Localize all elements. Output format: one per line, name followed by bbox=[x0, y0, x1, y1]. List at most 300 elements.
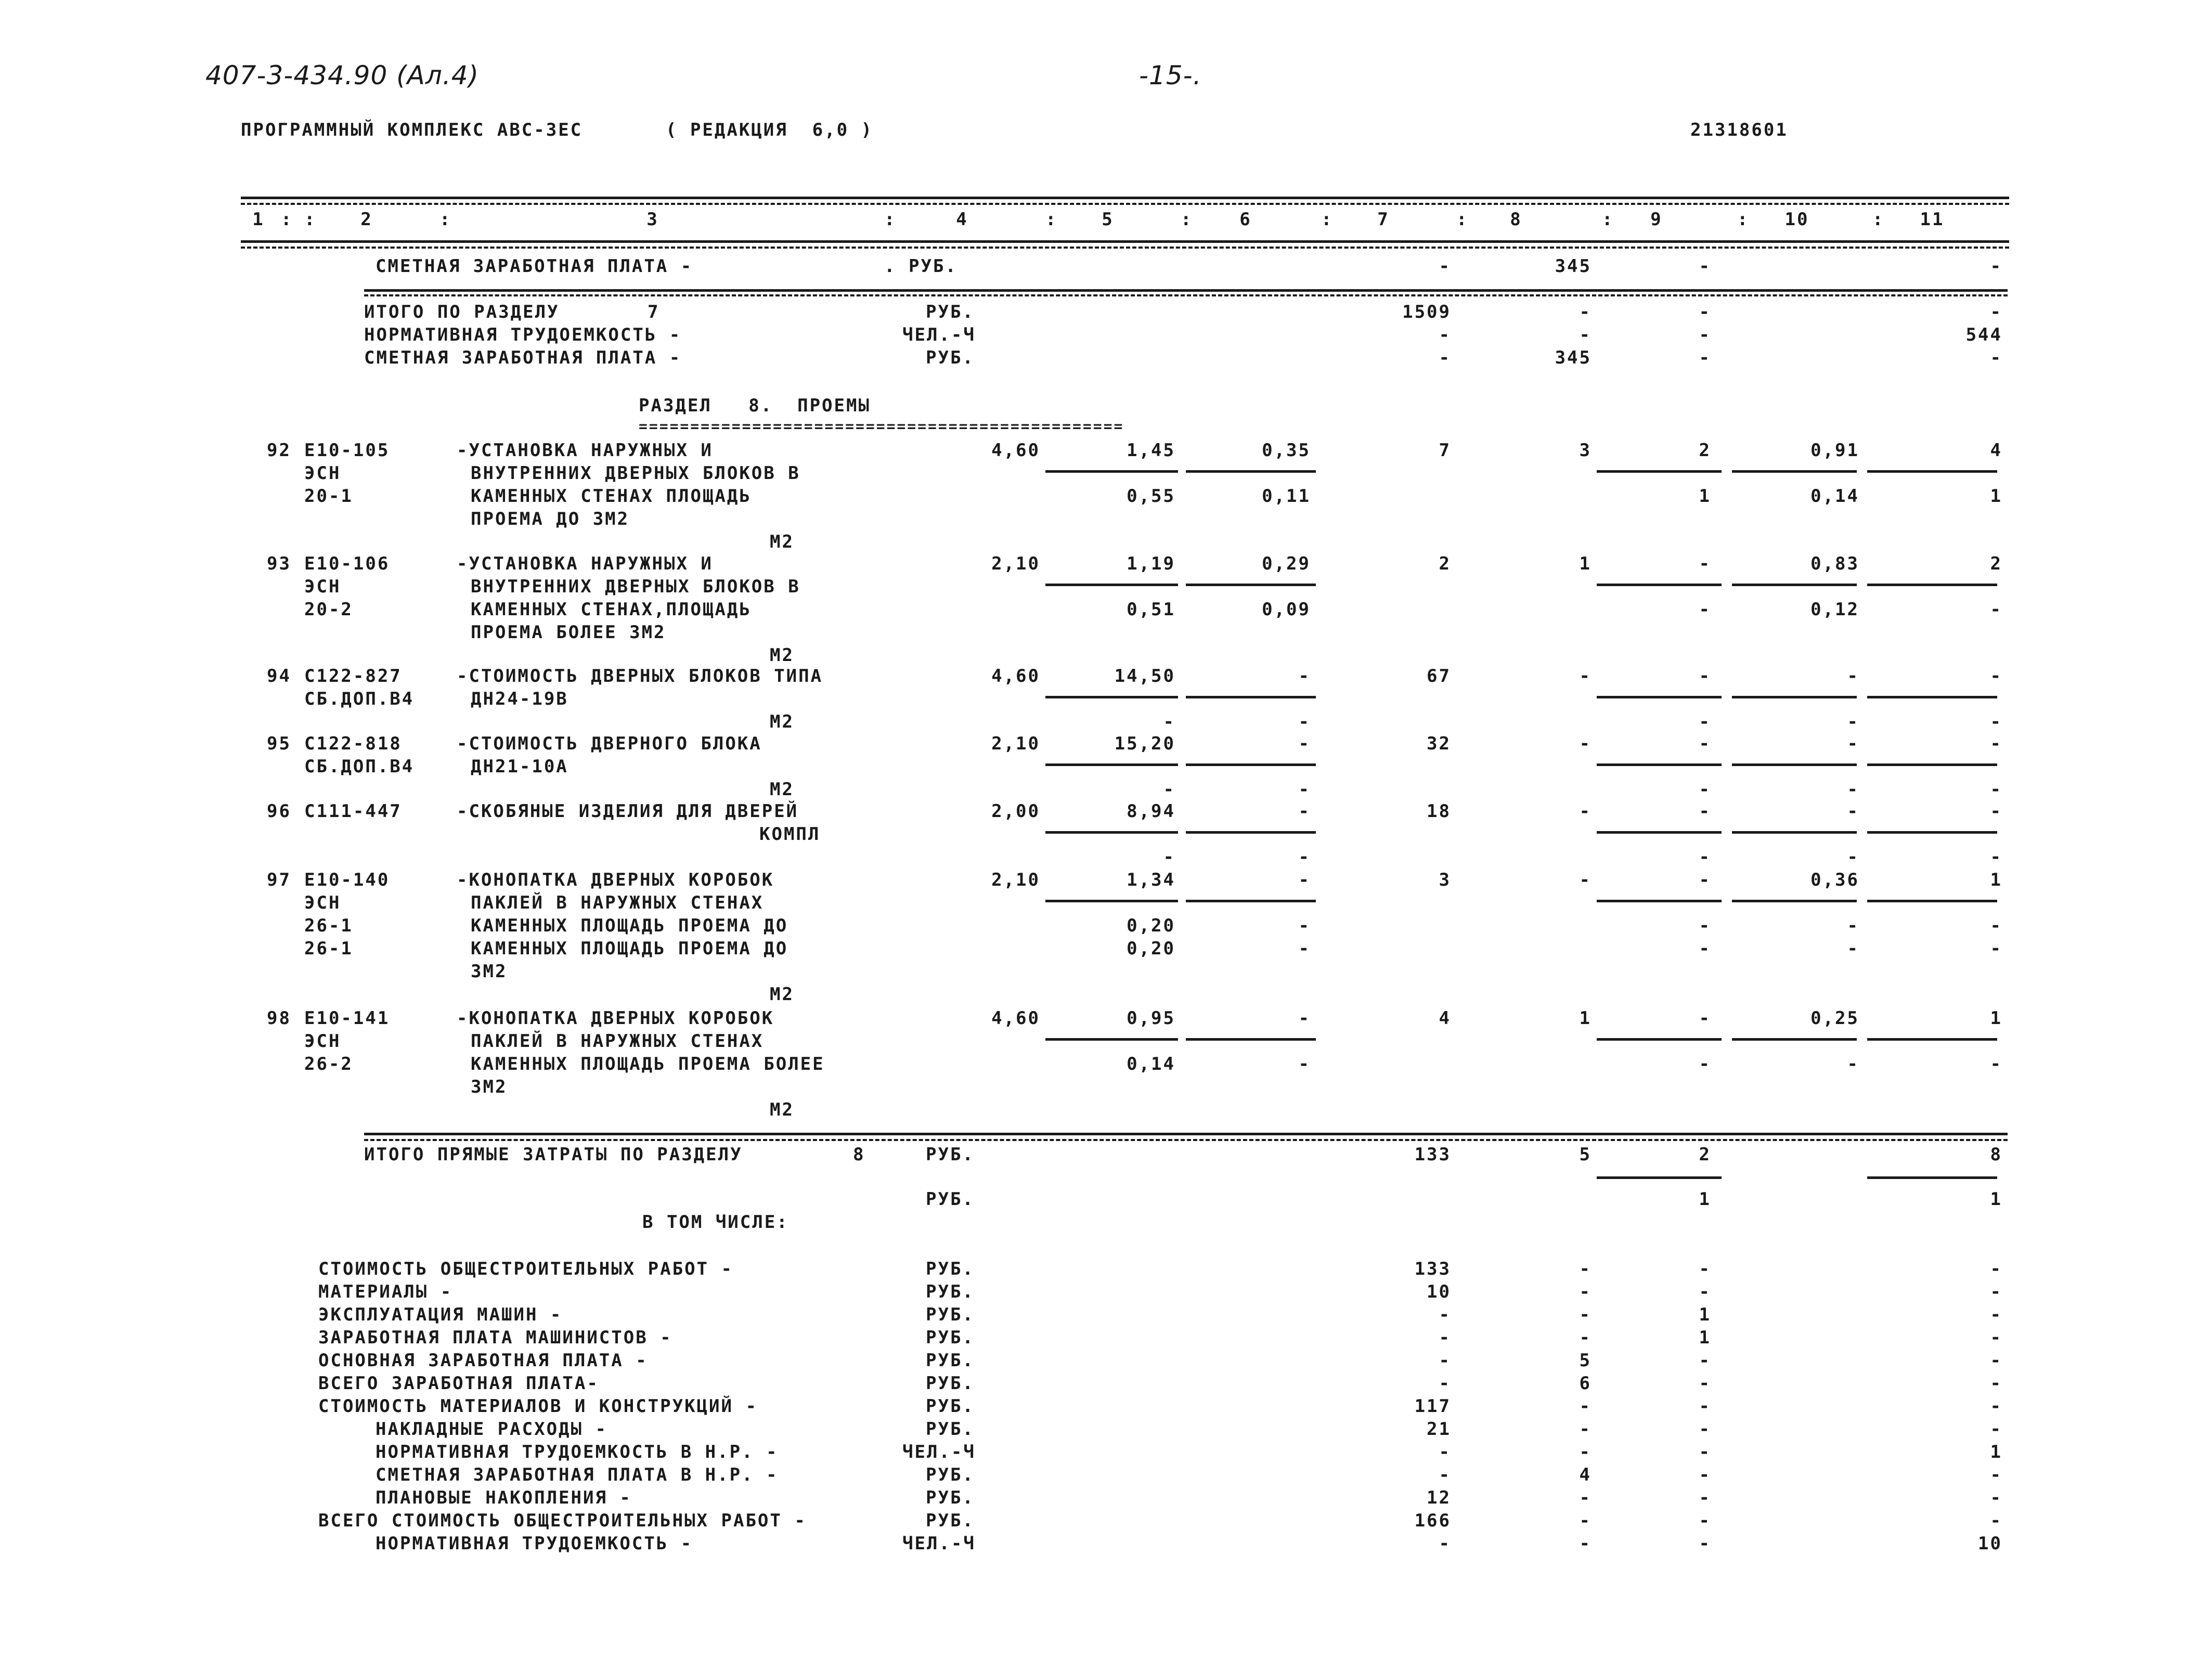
program-name: ПРОГРАММНЫЙ КОМПЛЕКС АВС-3ЕС bbox=[241, 120, 583, 140]
summary-row-c9: - bbox=[1699, 1419, 1711, 1440]
item-96-c5-second: - bbox=[1163, 847, 1175, 867]
item-text-line: ПРОЕМА БОЛЕЕ 3М2 bbox=[471, 622, 666, 643]
item-text-line: -СКОБЯНЫЕ ИЗДЕЛИЯ ДЛЯ ДВЕРЕЙ bbox=[457, 801, 799, 822]
column-number-11: 11 bbox=[1920, 209, 1945, 230]
item-98-c9: - bbox=[1699, 1008, 1711, 1029]
item-96-c10: - bbox=[1847, 801, 1859, 822]
summary-row-c11: - bbox=[1990, 1259, 2002, 1279]
item-text-line: ВНУТРЕННИХ ДВЕРНЫХ БЛОКОВ В bbox=[471, 463, 800, 484]
summary-row-c9: - bbox=[1699, 1487, 1711, 1508]
item-text-line: -СТОИМОСТЬ ДВЕРНОГО БЛОКА bbox=[457, 733, 762, 754]
column-separator: : bbox=[1321, 209, 1334, 230]
totals-c7: 133 bbox=[1414, 1144, 1451, 1165]
document-code: 407-3-434.90 (Ал.4) bbox=[205, 60, 480, 90]
item-94-c8: - bbox=[1579, 666, 1592, 686]
item-unit: М2 bbox=[770, 645, 794, 666]
summary-row-c8: - bbox=[1579, 1281, 1592, 1302]
header-rule-bottom-2 bbox=[241, 247, 2009, 249]
item-97-c6-third: - bbox=[1298, 938, 1311, 959]
item-98-c7: 4 bbox=[1439, 1008, 1451, 1029]
item-93-c10-second: 0,12 bbox=[1810, 599, 1859, 620]
item-97-c7: 3 bbox=[1439, 870, 1451, 890]
column-separator: : bbox=[439, 209, 452, 230]
item-93-c6-second: 0,09 bbox=[1262, 599, 1311, 620]
summary-unit: РУБ. bbox=[926, 1487, 975, 1508]
item-code: Е10-140 bbox=[304, 870, 390, 890]
summary-row-c7: - bbox=[1439, 1373, 1451, 1394]
summary-label: МАТЕРИАЛЫ - bbox=[318, 1281, 453, 1302]
item-unit: М2 bbox=[770, 779, 794, 800]
fraction-rule bbox=[1732, 696, 1857, 698]
column-separator: : bbox=[1737, 209, 1750, 230]
item-97-c6: - bbox=[1298, 870, 1311, 890]
summary-label: СТОИМОСТЬ ОБЩЕСТРОИТЕЛЬНЫХ РАБОТ - bbox=[318, 1259, 733, 1279]
column-separator: : bbox=[304, 209, 317, 230]
fraction-rule bbox=[1597, 831, 1722, 834]
item-code: Е10-141 bbox=[304, 1008, 390, 1029]
fraction-rule bbox=[1732, 831, 1857, 834]
summary-label: НОРМАТИВНАЯ ТРУДОЕМКОСТЬ В Н.Р. - bbox=[376, 1442, 779, 1462]
item-code-2: ЭСН bbox=[304, 576, 341, 597]
summary-row-c8: - bbox=[1579, 1510, 1592, 1531]
item-text-line: ДН21-10А bbox=[471, 756, 568, 777]
fraction-rule bbox=[1186, 696, 1316, 698]
summary-row-c11: 10 bbox=[1978, 1533, 2002, 1554]
item-code-2: СБ.ДОП.В4 bbox=[304, 689, 415, 709]
item-98-c9-second: - bbox=[1699, 1054, 1711, 1074]
item-97-c10: 0,36 bbox=[1810, 870, 1859, 890]
fraction-rule bbox=[1732, 1038, 1857, 1041]
totals-fraction bbox=[1597, 1176, 1722, 1179]
column-separator: : bbox=[1045, 209, 1058, 230]
item-text-line: -КОНОПАТКА ДВЕРНЫХ КОРОБОК bbox=[457, 870, 774, 890]
fraction-rule bbox=[1045, 763, 1178, 766]
summary-row-c8: 6 bbox=[1579, 1373, 1592, 1394]
summary-row-c11: - bbox=[1990, 1419, 2002, 1440]
itogo-unit: РУБ. bbox=[926, 302, 975, 322]
totals-num: 8 bbox=[853, 1144, 865, 1165]
item-96-c5: 8,94 bbox=[1127, 801, 1175, 822]
fraction-rule bbox=[1186, 831, 1316, 834]
column-number-2: 2 bbox=[360, 209, 373, 230]
fraction-rule bbox=[1597, 1038, 1722, 1041]
smet-zp-c8: 345 bbox=[1555, 256, 1592, 277]
item-92-c9: 2 bbox=[1699, 440, 1711, 461]
section-underline: =============================================== bbox=[639, 418, 1124, 435]
item-95-c11: - bbox=[1990, 733, 2002, 754]
summary-row-c11: - bbox=[1990, 1465, 2002, 1485]
column-number-6: 6 bbox=[1239, 209, 1252, 230]
summary-unit: РУБ. bbox=[926, 1327, 975, 1348]
itogo-c11: - bbox=[1990, 302, 2002, 322]
item-95-c9: - bbox=[1699, 733, 1711, 754]
summary-row-c11: - bbox=[1990, 1373, 2002, 1394]
item-code: С122-818 bbox=[304, 733, 402, 754]
summary-row-c9: - bbox=[1699, 1465, 1711, 1485]
column-separator: : bbox=[281, 209, 293, 230]
summary-unit: РУБ. bbox=[926, 1350, 975, 1371]
zp2-c7: - bbox=[1439, 347, 1451, 368]
totals-c9-second: 1 bbox=[1699, 1189, 1711, 1210]
fraction-rule bbox=[1867, 696, 1997, 698]
item-97-c5-third: 0,20 bbox=[1127, 938, 1175, 959]
item-94-c7: 67 bbox=[1427, 666, 1451, 686]
summary-row-c9: - bbox=[1699, 1396, 1711, 1417]
item-96-c4: 2,00 bbox=[991, 801, 1040, 822]
totals-label: ИТОГО ПРЯМЫЕ ЗАТРАТЫ ПО РАЗДЕЛУ bbox=[364, 1144, 743, 1165]
item-code-3: 26-1 bbox=[304, 915, 353, 936]
summary-row-c8: - bbox=[1579, 1419, 1592, 1440]
top-block-rule-2 bbox=[364, 294, 2008, 296]
item-text-line: ВНУТРЕННИХ ДВЕРНЫХ БЛОКОВ В bbox=[471, 576, 800, 597]
smet-zp-label: СМЕТНАЯ ЗАРАБОТНАЯ ПЛАТА - bbox=[376, 256, 693, 277]
fraction-rule bbox=[1732, 470, 1857, 473]
section-title: РАЗДЕЛ 8. ПРОЕМЫ bbox=[639, 395, 871, 416]
summary-row-c9: - bbox=[1699, 1350, 1711, 1371]
column-number-3: 3 bbox=[646, 209, 659, 230]
column-separator: : bbox=[884, 209, 897, 230]
summary-row-c11: - bbox=[1990, 1510, 2002, 1531]
item-code: С111-447 bbox=[304, 801, 402, 822]
item-93-c5-second: 0,51 bbox=[1127, 599, 1175, 620]
item-97-c10-second: - bbox=[1847, 915, 1859, 936]
item-94-c5: 14,50 bbox=[1114, 666, 1175, 686]
trud-c11: 544 bbox=[1965, 325, 2002, 345]
smet-zp-c11: - bbox=[1990, 256, 2002, 277]
summary-row-c9: - bbox=[1699, 1373, 1711, 1394]
item-97-c8: - bbox=[1579, 870, 1592, 890]
item-92-c5: 1,45 bbox=[1127, 440, 1175, 461]
item-97-c11: 1 bbox=[1990, 870, 2002, 890]
summary-unit: РУБ. bbox=[926, 1259, 975, 1279]
summary-row-c7: - bbox=[1439, 1350, 1451, 1371]
fraction-rule bbox=[1867, 763, 1997, 766]
fraction-rule bbox=[1186, 584, 1316, 586]
item-unit: М2 bbox=[770, 984, 794, 1005]
totals-c11-second: 1 bbox=[1990, 1189, 2002, 1210]
header-rule-top bbox=[241, 197, 2009, 199]
fraction-rule bbox=[1867, 470, 1997, 473]
totals-unit: РУБ. bbox=[926, 1144, 975, 1165]
item-text-line: КАМЕННЫХ ПЛОЩАДЬ ПРОЕМА ДО bbox=[471, 915, 788, 936]
summary-row-c7: - bbox=[1439, 1442, 1451, 1462]
totals-c8: 5 bbox=[1579, 1144, 1592, 1165]
summary-row-c8: - bbox=[1579, 1442, 1592, 1462]
summary-row-c8: - bbox=[1579, 1487, 1592, 1508]
item-98-c11-second: - bbox=[1990, 1054, 2002, 1074]
summary-row-c9: - bbox=[1699, 1510, 1711, 1531]
item-number: 92 bbox=[267, 440, 291, 461]
fraction-rule bbox=[1186, 900, 1316, 902]
item-text-line: ПАКЛЕЙ В НАРУЖНЫХ СТЕНАХ bbox=[471, 1031, 764, 1052]
item-94-c5-second: - bbox=[1163, 711, 1175, 732]
zp2-c8: 345 bbox=[1555, 347, 1592, 368]
column-number-8: 8 bbox=[1510, 209, 1522, 230]
item-96-c6-second: - bbox=[1298, 847, 1311, 867]
summary-row-c11: - bbox=[1990, 1327, 2002, 1348]
item-92-c10-second: 0,14 bbox=[1810, 486, 1859, 507]
column-number-7: 7 bbox=[1377, 209, 1390, 230]
summary-row-c7: 12 bbox=[1427, 1487, 1451, 1508]
totals-c9: 2 bbox=[1699, 1144, 1711, 1165]
fraction-rule bbox=[1045, 900, 1178, 902]
summary-row-c9: 1 bbox=[1699, 1304, 1711, 1325]
summary-label: НАКЛАДНЫЕ РАСХОДЫ - bbox=[376, 1419, 607, 1440]
item-number: 96 bbox=[267, 801, 291, 822]
itogo-c9: - bbox=[1699, 302, 1711, 322]
item-98-c4: 4,60 bbox=[991, 1008, 1040, 1029]
item-96-c6: - bbox=[1298, 801, 1311, 822]
zp2-label: СМЕТНАЯ ЗАРАБОТНАЯ ПЛАТА - bbox=[364, 347, 682, 368]
fraction-rule bbox=[1597, 696, 1722, 698]
summary-row-c8: - bbox=[1579, 1327, 1592, 1348]
summary-row-c11: - bbox=[1990, 1487, 2002, 1508]
column-number-1: 1 bbox=[252, 209, 265, 230]
totals-unit-2: РУБ. bbox=[926, 1189, 975, 1210]
fraction-rule bbox=[1597, 470, 1722, 473]
summary-label: ВСЕГО ЗАРАБОТНАЯ ПЛАТА- bbox=[318, 1373, 599, 1394]
item-93-c5: 1,19 bbox=[1127, 553, 1175, 574]
item-95-c10: - bbox=[1847, 733, 1859, 754]
including-label: В ТОМ ЧИСЛЕ: bbox=[642, 1212, 789, 1233]
item-95-c10-second: - bbox=[1847, 779, 1859, 800]
item-96-c8: - bbox=[1579, 801, 1592, 822]
item-code-3: 26-2 bbox=[304, 1054, 353, 1074]
item-92-c10: 0,91 bbox=[1810, 440, 1859, 461]
column-number-4: 4 bbox=[956, 209, 968, 230]
summary-row-c8: 5 bbox=[1579, 1350, 1592, 1371]
item-text-line: КАМЕННЫХ СТЕНАХ,ПЛОЩАДЬ bbox=[471, 599, 752, 620]
item-unit: КОМПЛ bbox=[759, 824, 821, 845]
item-text-line: ДН24-19В bbox=[471, 689, 568, 709]
item-95-c8: - bbox=[1579, 733, 1592, 754]
item-93-c7: 2 bbox=[1439, 553, 1451, 574]
item-94-c10: - bbox=[1847, 666, 1859, 686]
summary-row-c8: - bbox=[1579, 1396, 1592, 1417]
summary-label: ПЛАНОВЫЕ НАКОПЛЕНИЯ - bbox=[376, 1487, 632, 1508]
summary-label: НОРМАТИВНАЯ ТРУДОЕМКОСТЬ - bbox=[376, 1533, 693, 1554]
item-unit: М2 bbox=[770, 711, 794, 732]
trud-c8: - bbox=[1579, 325, 1592, 345]
summary-row-c7: 21 bbox=[1427, 1419, 1451, 1440]
item-94-c4: 4,60 bbox=[991, 666, 1040, 686]
summary-row-c7: - bbox=[1439, 1327, 1451, 1348]
column-separator: : bbox=[1872, 209, 1885, 230]
trud-c9: - bbox=[1699, 325, 1711, 345]
item-92-c11-second: 1 bbox=[1990, 486, 2002, 507]
summary-unit: РУБ. bbox=[926, 1465, 975, 1485]
fraction-rule bbox=[1186, 470, 1316, 473]
summary-row-c8: - bbox=[1579, 1304, 1592, 1325]
summary-unit: РУБ. bbox=[926, 1396, 975, 1417]
item-92-c6: 0,35 bbox=[1262, 440, 1311, 461]
item-95-c4: 2,10 bbox=[991, 733, 1040, 754]
summary-unit: РУБ. bbox=[926, 1510, 975, 1531]
fraction-rule bbox=[1045, 584, 1178, 586]
item-94-c9-second: - bbox=[1699, 711, 1711, 732]
item-92-c9-second: 1 bbox=[1699, 486, 1711, 507]
fraction-rule bbox=[1045, 470, 1178, 473]
item-96-c7: 18 bbox=[1427, 801, 1451, 822]
fraction-rule bbox=[1045, 696, 1178, 698]
item-95-c5: 15,20 bbox=[1114, 733, 1175, 754]
item-text-line: 3М2 bbox=[471, 1077, 508, 1097]
smet-zp-c7: - bbox=[1439, 256, 1451, 277]
fraction-rule bbox=[1867, 1038, 1997, 1041]
trud-c7: - bbox=[1439, 325, 1451, 345]
item-98-c11: 1 bbox=[1990, 1008, 2002, 1029]
item-93-c4: 2,10 bbox=[991, 553, 1040, 574]
summary-label: СМЕТНАЯ ЗАРАБОТНАЯ ПЛАТА В Н.Р. - bbox=[376, 1465, 779, 1485]
summary-label: ОСНОВНАЯ ЗАРАБОТНАЯ ПЛАТА - bbox=[318, 1350, 648, 1371]
fraction-rule bbox=[1867, 831, 1997, 834]
item-96-c10-second: - bbox=[1847, 847, 1859, 867]
item-text-line: -КОНОПАТКА ДВЕРНЫХ КОРОБОК bbox=[457, 1008, 774, 1029]
summary-label: СТОИМОСТЬ МАТЕРИАЛОВ И КОНСТРУКЦИЙ - bbox=[318, 1396, 758, 1417]
header-rule-bottom bbox=[241, 240, 2009, 243]
summary-unit: РУБ. bbox=[926, 1304, 975, 1325]
totals-rule bbox=[364, 1133, 2008, 1135]
item-98-c5: 0,95 bbox=[1127, 1008, 1175, 1029]
item-93-c9: - bbox=[1699, 553, 1711, 574]
item-97-c9-second: - bbox=[1699, 915, 1711, 936]
item-96-c11: - bbox=[1990, 801, 2002, 822]
zp2-unit: РУБ. bbox=[926, 347, 975, 368]
summary-row-c8: 4 bbox=[1579, 1465, 1592, 1485]
item-92-c11: 4 bbox=[1990, 440, 2002, 461]
fraction-rule bbox=[1597, 763, 1722, 766]
column-separator: : bbox=[1181, 209, 1193, 230]
itogo-c7: 1509 bbox=[1402, 302, 1451, 322]
item-code-4: 26-1 bbox=[304, 938, 353, 959]
item-98-c10-second: - bbox=[1847, 1054, 1859, 1074]
summary-row-c7: - bbox=[1439, 1304, 1451, 1325]
smet-zp-unit: . РУБ. bbox=[884, 256, 958, 277]
item-96-c9: - bbox=[1699, 801, 1711, 822]
item-unit: М2 bbox=[770, 532, 794, 552]
program-edition: ( РЕДАКЦИЯ 6,0 ) bbox=[666, 120, 873, 140]
itogo-label: ИТОГО ПО РАЗДЕЛУ bbox=[364, 302, 560, 322]
item-97-c9-third: - bbox=[1699, 938, 1711, 959]
item-94-c9: - bbox=[1699, 666, 1711, 686]
item-code-2: СБ.ДОП.В4 bbox=[304, 756, 415, 777]
fraction-rule bbox=[1867, 900, 1997, 902]
item-text-line: КАМЕННЫХ ПЛОЩАДЬ ПРОЕМА БОЛЕЕ bbox=[471, 1054, 825, 1074]
item-94-c11-second: - bbox=[1990, 711, 2002, 732]
fraction-rule bbox=[1732, 900, 1857, 902]
totals-rule-2 bbox=[364, 1139, 2008, 1141]
summary-row-c8: - bbox=[1579, 1533, 1592, 1554]
header-rule-top-2 bbox=[241, 203, 2009, 205]
summary-row-c11: - bbox=[1990, 1281, 2002, 1302]
item-text-line: -УСТАНОВКА НАРУЖНЫХ И bbox=[457, 553, 713, 574]
item-96-c9-second: - bbox=[1699, 847, 1711, 867]
item-text-line: -УСТАНОВКА НАРУЖНЫХ И bbox=[457, 440, 713, 461]
column-number-9: 9 bbox=[1650, 209, 1663, 230]
item-code-2: ЭСН bbox=[304, 1031, 341, 1052]
fraction-rule bbox=[1732, 584, 1857, 586]
item-93-c11: 2 bbox=[1990, 553, 2002, 574]
fraction-rule bbox=[1597, 900, 1722, 902]
item-text-line: -СТОИМОСТЬ ДВЕРНЫХ БЛОКОВ ТИПА bbox=[457, 666, 823, 686]
summary-label: ЭКСПЛУАТАЦИЯ МАШИН - bbox=[318, 1304, 563, 1325]
item-code: Е10-106 bbox=[304, 553, 390, 574]
top-block-rule bbox=[364, 289, 2008, 292]
column-separator: : bbox=[1456, 209, 1469, 230]
summary-row-c11: 1 bbox=[1990, 1442, 2002, 1462]
page-number: -15-. bbox=[1139, 60, 1202, 90]
item-98-c6-second: - bbox=[1298, 1054, 1311, 1074]
item-text-line: КАМЕННЫХ СТЕНАХ ПЛОЩАДЬ bbox=[471, 486, 752, 507]
item-number: 94 bbox=[267, 666, 291, 686]
summary-label: ЗАРАБОТНАЯ ПЛАТА МАШИНИСТОВ - bbox=[318, 1327, 672, 1348]
column-number-5: 5 bbox=[1102, 209, 1114, 230]
item-94-c6: - bbox=[1298, 666, 1311, 686]
summary-row-c9: - bbox=[1699, 1259, 1711, 1279]
item-93-c6: 0,29 bbox=[1262, 553, 1311, 574]
item-97-c5: 1,34 bbox=[1127, 870, 1175, 890]
fraction-rule bbox=[1045, 831, 1178, 834]
item-93-c11-second: - bbox=[1990, 599, 2002, 620]
item-92-c5-second: 0,55 bbox=[1127, 486, 1175, 507]
itogo-num: 7 bbox=[648, 302, 660, 322]
totals-fraction bbox=[1867, 1176, 1997, 1179]
fraction-rule bbox=[1186, 1038, 1316, 1041]
item-95-c6-second: - bbox=[1298, 779, 1311, 800]
fraction-rule bbox=[1045, 1038, 1178, 1041]
item-97-c4: 2,10 bbox=[991, 870, 1040, 890]
item-92-c4: 4,60 bbox=[991, 440, 1040, 461]
item-code: С122-827 bbox=[304, 666, 402, 686]
item-94-c11: - bbox=[1990, 666, 2002, 686]
item-93-c9-second: - bbox=[1699, 599, 1711, 620]
item-92-c8: 3 bbox=[1579, 440, 1592, 461]
summary-row-c7: - bbox=[1439, 1533, 1451, 1554]
item-98-c8: 1 bbox=[1579, 1008, 1592, 1029]
summary-row-c8: - bbox=[1579, 1259, 1592, 1279]
item-unit: М2 bbox=[770, 1099, 794, 1120]
column-number-10: 10 bbox=[1784, 209, 1809, 230]
summary-unit: ЧЕЛ.-Ч bbox=[902, 1533, 976, 1554]
item-97-c9: - bbox=[1699, 870, 1711, 890]
fraction-rule bbox=[1867, 584, 1997, 586]
document-id: 21318601 bbox=[1690, 120, 1788, 140]
item-97-c11-second: - bbox=[1990, 915, 2002, 936]
item-text-line: 3М2 bbox=[471, 961, 508, 982]
item-number: 98 bbox=[267, 1008, 291, 1029]
summary-unit: ЧЕЛ.-Ч bbox=[902, 1442, 976, 1462]
smet-zp-c9: - bbox=[1699, 256, 1711, 277]
summary-row-c7: 166 bbox=[1414, 1510, 1451, 1531]
column-separator: : bbox=[1602, 209, 1614, 230]
summary-row-c7: 117 bbox=[1414, 1396, 1451, 1417]
item-94-c6-second: - bbox=[1298, 711, 1311, 732]
item-94-c10-second: - bbox=[1847, 711, 1859, 732]
item-98-c6: - bbox=[1298, 1008, 1311, 1029]
item-98-c10: 0,25 bbox=[1810, 1008, 1859, 1029]
item-number: 97 bbox=[267, 870, 291, 890]
item-text-line: ПРОЕМА ДО 3М2 bbox=[471, 509, 630, 529]
item-97-c11-third: - bbox=[1990, 938, 2002, 959]
item-code-3: 20-2 bbox=[304, 599, 353, 620]
summary-row-c7: 10 bbox=[1427, 1281, 1451, 1302]
summary-unit: РУБ. bbox=[926, 1373, 975, 1394]
item-92-c6-second: 0,11 bbox=[1262, 486, 1311, 507]
summary-unit: РУБ. bbox=[926, 1281, 975, 1302]
summary-row-c7: - bbox=[1439, 1465, 1451, 1485]
item-92-c7: 7 bbox=[1439, 440, 1451, 461]
item-code: Е10-105 bbox=[304, 440, 390, 461]
